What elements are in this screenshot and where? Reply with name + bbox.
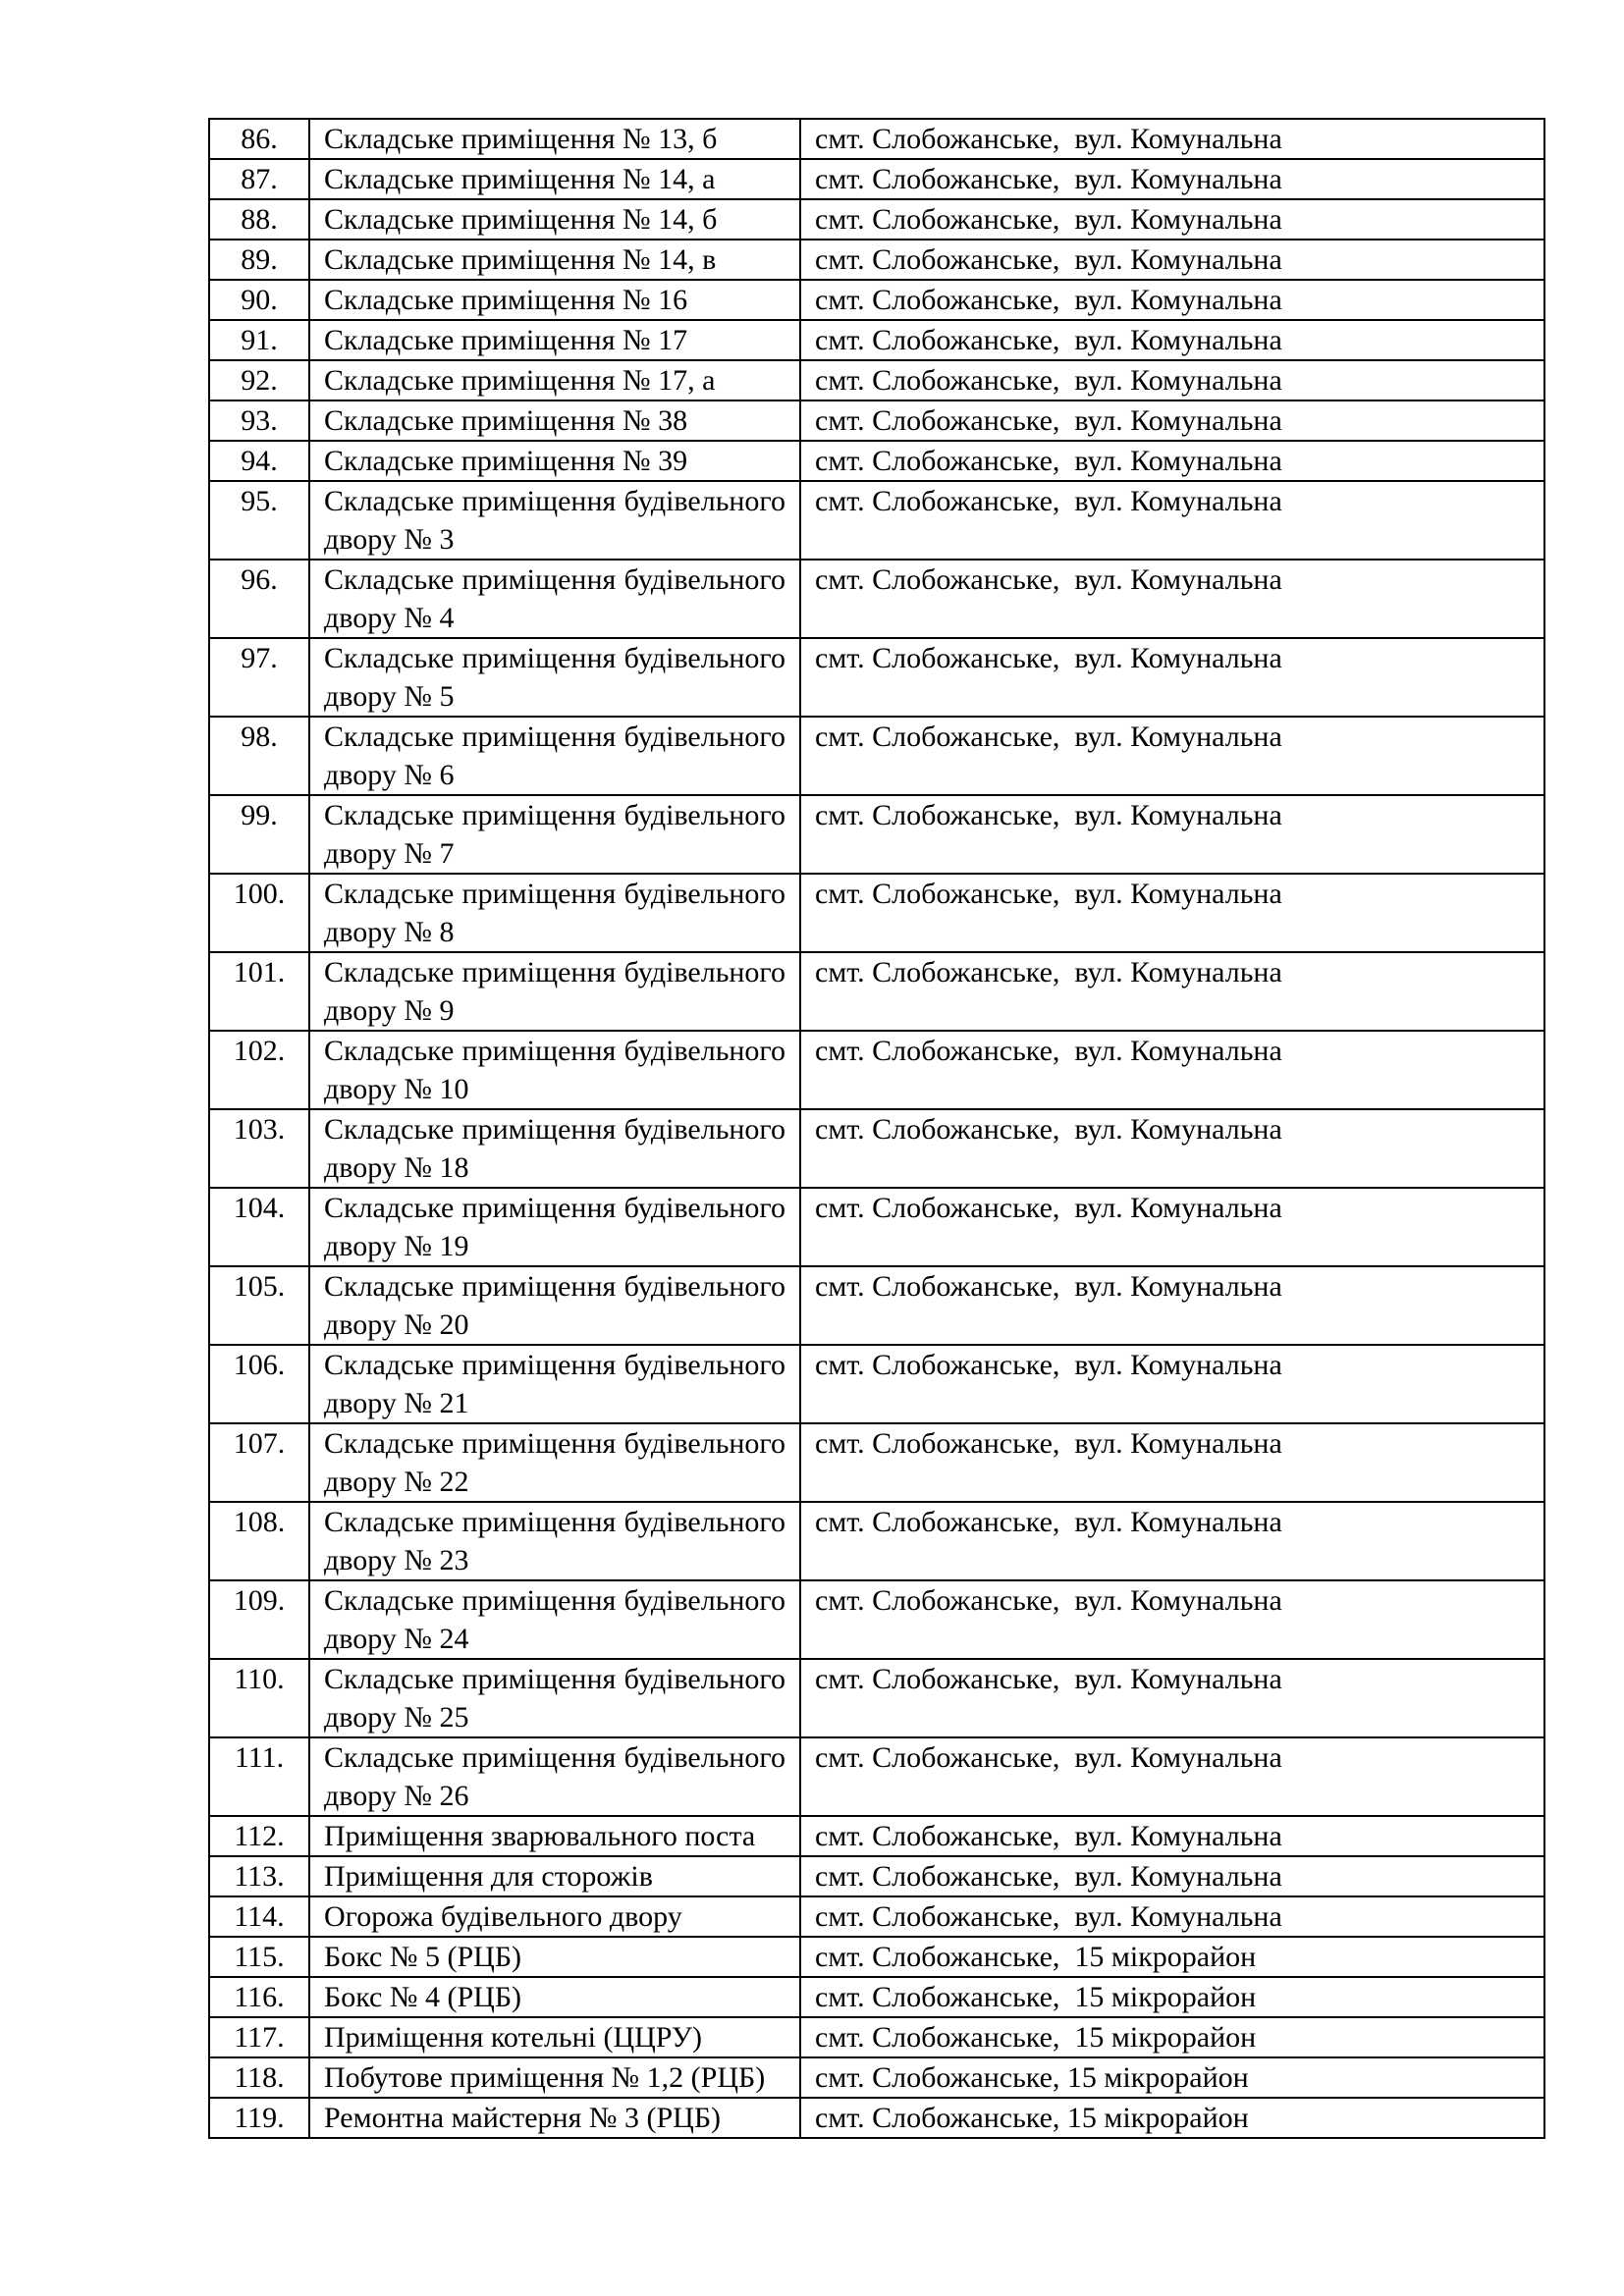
property-name: Приміщення для сторожів xyxy=(309,1856,800,1896)
property-address: смт. Слобожанське, вул. Комунальна xyxy=(800,560,1544,638)
table-row xyxy=(209,1423,1544,1502)
property-address: смт. Слобожанське, вул. Комунальна xyxy=(800,717,1544,795)
property-name: Складське приміщення № 17 xyxy=(309,320,800,360)
row-number: 104. xyxy=(209,1188,309,1266)
table-row xyxy=(209,441,1544,481)
table-row xyxy=(209,1580,1544,1659)
property-address: смт. Слобожанське, вул. Комунальна xyxy=(800,638,1544,717)
row-number: 119. xyxy=(209,2098,309,2138)
row-number: 102. xyxy=(209,1031,309,1109)
row-number: 117. xyxy=(209,2017,309,2057)
row-number: 100. xyxy=(209,874,309,952)
property-address: смт. Слобожанське, 15 мікрорайон xyxy=(800,1977,1544,2017)
table-row xyxy=(209,560,1544,638)
property-address: смт. Слобожанське, 15 мікрорайон xyxy=(800,2098,1544,2138)
table-row xyxy=(209,1345,1544,1423)
table-row xyxy=(209,1937,1544,1977)
property-address: смт. Слобожанське, вул. Комунальна xyxy=(800,1423,1544,1502)
property-name: Складське приміщення будівельного двору № 20 xyxy=(309,1266,800,1345)
table-row xyxy=(209,874,1544,952)
property-name: Складське приміщення № 39 xyxy=(309,441,800,481)
row-number: 115. xyxy=(209,1937,309,1977)
property-address: смт. Слобожанське, вул. Комунальна xyxy=(800,795,1544,874)
property-name: Складське приміщення будівельного двору № 23 xyxy=(309,1502,800,1580)
property-name: Складське приміщення № 14, б xyxy=(309,199,800,240)
document-page xyxy=(208,118,1543,2139)
table-row xyxy=(209,2017,1544,2057)
property-name: Складське приміщення № 14, а xyxy=(309,159,800,199)
row-number: 95. xyxy=(209,481,309,560)
property-address: смт. Слобожанське, вул. Комунальна xyxy=(800,240,1544,280)
property-name: Складське приміщення будівельного двору № 6 xyxy=(309,717,800,795)
property-address: смт. Слобожанське, вул. Комунальна xyxy=(800,159,1544,199)
property-name: Складське приміщення № 17, а xyxy=(309,360,800,400)
row-number: 107. xyxy=(209,1423,309,1502)
row-number: 110. xyxy=(209,1659,309,1737)
table-row xyxy=(209,481,1544,560)
row-number: 101. xyxy=(209,952,309,1031)
property-registry-table xyxy=(208,118,1545,2139)
property-name: Складське приміщення будівельного двору № 19 xyxy=(309,1188,800,1266)
row-number: 116. xyxy=(209,1977,309,2017)
property-name: Складське приміщення № 16 xyxy=(309,280,800,320)
table-row xyxy=(209,1188,1544,1266)
property-name: Ремонтна майстерня № 3 (РЦБ) xyxy=(309,2098,800,2138)
row-number: 93. xyxy=(209,400,309,441)
row-number: 97. xyxy=(209,638,309,717)
row-number: 98. xyxy=(209,717,309,795)
table-row xyxy=(209,638,1544,717)
property-name: Складське приміщення будівельного двору № 4 xyxy=(309,560,800,638)
row-number: 99. xyxy=(209,795,309,874)
table-row xyxy=(209,1109,1544,1188)
property-address: смт. Слобожанське, вул. Комунальна xyxy=(800,280,1544,320)
table-row xyxy=(209,1502,1544,1580)
row-number: 86. xyxy=(209,119,309,159)
property-address: смт. Слобожанське, вул. Комунальна xyxy=(800,874,1544,952)
property-address: смт. Слобожанське, вул. Комунальна xyxy=(800,1031,1544,1109)
row-number: 118. xyxy=(209,2057,309,2098)
row-number: 113. xyxy=(209,1856,309,1896)
property-name: Складське приміщення будівельного двору № 9 xyxy=(309,952,800,1031)
row-number: 111. xyxy=(209,1737,309,1816)
property-name: Складське приміщення № 13, б xyxy=(309,119,800,159)
property-name: Складське приміщення будівельного двору № 3 xyxy=(309,481,800,560)
table-row xyxy=(209,1031,1544,1109)
property-address: смт. Слобожанське, вул. Комунальна xyxy=(800,1816,1544,1856)
table-row xyxy=(209,320,1544,360)
registry-table-body xyxy=(209,119,1544,2138)
row-number: 89. xyxy=(209,240,309,280)
property-address: смт. Слобожанське, вул. Комунальна xyxy=(800,1188,1544,1266)
table-row xyxy=(209,119,1544,159)
property-address: смт. Слобожанське, вул. Комунальна xyxy=(800,952,1544,1031)
property-name: Побутове приміщення № 1,2 (РЦБ) xyxy=(309,2057,800,2098)
table-row xyxy=(209,2057,1544,2098)
property-address: смт. Слобожанське, вул. Комунальна xyxy=(800,400,1544,441)
property-address: смт. Слобожанське, вул. Комунальна xyxy=(800,1109,1544,1188)
table-row xyxy=(209,360,1544,400)
property-name: Складське приміщення будівельного двору № 5 xyxy=(309,638,800,717)
row-number: 87. xyxy=(209,159,309,199)
property-address: смт. Слобожанське, вул. Комунальна xyxy=(800,1345,1544,1423)
table-row xyxy=(209,400,1544,441)
property-address: смт. Слобожанське, вул. Комунальна xyxy=(800,360,1544,400)
row-number: 92. xyxy=(209,360,309,400)
property-address: смт. Слобожанське, вул. Комунальна xyxy=(800,1502,1544,1580)
property-name: Бокс № 4 (РЦБ) xyxy=(309,1977,800,2017)
table-row xyxy=(209,1816,1544,1856)
row-number: 88. xyxy=(209,199,309,240)
property-name: Огорожа будівельного двору xyxy=(309,1896,800,1937)
table-row xyxy=(209,1659,1544,1737)
property-address: смт. Слобожанське, вул. Комунальна xyxy=(800,481,1544,560)
property-name: Бокс № 5 (РЦБ) xyxy=(309,1937,800,1977)
row-number: 103. xyxy=(209,1109,309,1188)
property-address: смт. Слобожанське, 15 мікрорайон xyxy=(800,1937,1544,1977)
row-number: 94. xyxy=(209,441,309,481)
property-name: Складське приміщення будівельного двору № 10 xyxy=(309,1031,800,1109)
row-number: 106. xyxy=(209,1345,309,1423)
row-number: 96. xyxy=(209,560,309,638)
property-name: Складське приміщення будівельного двору № 21 xyxy=(309,1345,800,1423)
property-address: смт. Слобожанське, вул. Комунальна xyxy=(800,1896,1544,1937)
table-row xyxy=(209,199,1544,240)
property-address: смт. Слобожанське, вул. Комунальна xyxy=(800,1737,1544,1816)
property-address: смт. Слобожанське, вул. Комунальна xyxy=(800,1659,1544,1737)
table-row xyxy=(209,1737,1544,1816)
property-name: Складське приміщення будівельного двору № 7 xyxy=(309,795,800,874)
table-row xyxy=(209,280,1544,320)
property-address: смт. Слобожанське, вул. Комунальна xyxy=(800,441,1544,481)
table-row xyxy=(209,1896,1544,1937)
property-address: смт. Слобожанське, 15 мікрорайон xyxy=(800,2057,1544,2098)
property-address: смт. Слобожанське, вул. Комунальна xyxy=(800,119,1544,159)
table-row xyxy=(209,952,1544,1031)
property-address: смт. Слобожанське, вул. Комунальна xyxy=(800,1856,1544,1896)
row-number: 112. xyxy=(209,1816,309,1856)
row-number: 109. xyxy=(209,1580,309,1659)
row-number: 90. xyxy=(209,280,309,320)
table-row xyxy=(209,1266,1544,1345)
property-address: смт. Слобожанське, вул. Комунальна xyxy=(800,1580,1544,1659)
property-name: Складське приміщення № 38 xyxy=(309,400,800,441)
property-address: смт. Слобожанське, вул. Комунальна xyxy=(800,320,1544,360)
property-address: смт. Слобожанське, вул. Комунальна xyxy=(800,1266,1544,1345)
table-row xyxy=(209,240,1544,280)
property-name: Складське приміщення будівельного двору № 22 xyxy=(309,1423,800,1502)
table-row xyxy=(209,2098,1544,2138)
property-name: Складське приміщення будівельного двору № 24 xyxy=(309,1580,800,1659)
table-row xyxy=(209,1977,1544,2017)
row-number: 91. xyxy=(209,320,309,360)
property-address: смт. Слобожанське, 15 мікрорайон xyxy=(800,2017,1544,2057)
row-number: 105. xyxy=(209,1266,309,1345)
property-address: смт. Слобожанське, вул. Комунальна xyxy=(800,199,1544,240)
property-name: Складське приміщення будівельного двору № 25 xyxy=(309,1659,800,1737)
table-row xyxy=(209,795,1544,874)
table-row xyxy=(209,1856,1544,1896)
property-name: Складське приміщення № 14, в xyxy=(309,240,800,280)
property-name: Складське приміщення будівельного двору № 26 xyxy=(309,1737,800,1816)
property-name: Приміщення котельні (ЦЦРУ) xyxy=(309,2017,800,2057)
row-number: 108. xyxy=(209,1502,309,1580)
property-name: Складське приміщення будівельного двору № 8 xyxy=(309,874,800,952)
table-row xyxy=(209,159,1544,199)
property-name: Складське приміщення будівельного двору № 18 xyxy=(309,1109,800,1188)
property-name: Приміщення зварювального поста xyxy=(309,1816,800,1856)
row-number: 114. xyxy=(209,1896,309,1937)
table-row xyxy=(209,717,1544,795)
